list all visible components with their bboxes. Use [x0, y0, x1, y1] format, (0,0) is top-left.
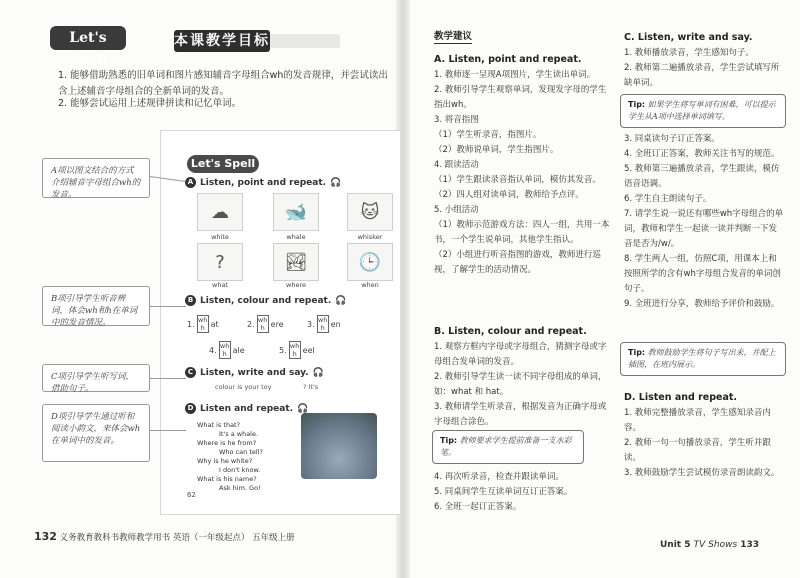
- step: （1）学生跟读录音指认单词，模仿其发音。: [434, 175, 601, 185]
- step: 8. 学生两人一组，仿照C项，用课本上和按照所学的含有wh字母组合发音的单词创句子。: [624, 254, 781, 294]
- step: 1. 教师完整播放录音，学生感知录音内容。: [624, 408, 771, 433]
- word-ending: en: [330, 319, 341, 329]
- step: 2. 教师引导学生读一读不同字母组成的单词，如：what 和 hat。: [434, 372, 607, 397]
- step: 4. 再次听录音，检查并跟读单词。: [434, 472, 564, 482]
- textbook-page: [160, 130, 400, 515]
- step: （2）小组进行听音指图的游戏，教师进行巡视，了解学生的活动情况。: [434, 250, 601, 275]
- book-lets-spell-title: Let's Spell: [187, 155, 259, 173]
- step: 9. 全班进行分享，教师给予评价和鼓励。: [624, 299, 780, 309]
- wh-item-1: [187, 315, 219, 333]
- wh-choice-box: wh h: [317, 316, 328, 332]
- section-c-steps-after: [624, 132, 784, 312]
- step: 3. 教师鼓励学生尝试模仿录音朗读韵文。: [624, 468, 780, 478]
- right-page-number: 133: [740, 540, 760, 550]
- picture-label: when: [361, 281, 379, 289]
- word-ending: eel: [302, 345, 315, 355]
- section-c-steps: [624, 46, 784, 91]
- section-label: Listen, colour and repeat.: [200, 295, 332, 306]
- section-letter: A: [185, 177, 196, 188]
- wh-choice-box: wh h: [257, 316, 268, 332]
- tip-display-sentences: [620, 342, 786, 376]
- left-footer: [34, 530, 295, 543]
- note-connector: [150, 306, 186, 307]
- picture-label: whisker: [357, 233, 383, 241]
- section-a-steps: [434, 68, 612, 278]
- note-d: D项引导学生通过听和阅读小韵文，来体会wh在单词中的发音。: [42, 404, 150, 462]
- right-footer: [660, 540, 759, 550]
- step: 2. 教师第二遍播放录音，学生尝试填写所缺单词。: [624, 63, 780, 88]
- section-b-heading: [185, 295, 346, 306]
- poem-line: Who can tell?: [219, 448, 263, 456]
- whale-illustration: [301, 413, 377, 479]
- step: 4. 跟读活动: [434, 160, 479, 170]
- write-sentence-2: ? It's: [303, 383, 319, 391]
- write-sentence-1: colour is your toy: [215, 383, 272, 391]
- word-ending: at: [210, 319, 219, 329]
- picture-label: where: [286, 281, 306, 289]
- step: 5. 教师第三遍播放录音，学生跟读，模仿语音语调。: [624, 164, 780, 189]
- word-ending: ere: [270, 319, 284, 329]
- picture-when: 🕒: [347, 243, 393, 281]
- title-decoration: [270, 34, 340, 48]
- picture-where: 🏞: [273, 243, 319, 281]
- step: 1. 教师播放录音，学生感知句子。: [624, 48, 754, 58]
- wh-choice-box: wh h: [219, 342, 230, 358]
- wh-choice-box: wh h: [289, 342, 300, 358]
- item-number: 1.: [187, 319, 195, 329]
- poem-line: It's a whale.: [219, 430, 259, 438]
- section-a-heading: [185, 177, 341, 188]
- section-label: Listen and repeat.: [200, 403, 294, 414]
- section-a-title: A. Listen, point and repeat.: [434, 54, 582, 65]
- section-label: Listen, write and say.: [200, 367, 309, 378]
- section-b-title: B. Listen, colour and repeat.: [434, 326, 587, 337]
- section-b-steps-after: [434, 470, 612, 515]
- section-d-title: D. Listen and repeat.: [624, 392, 738, 403]
- section-c-heading: [185, 367, 324, 378]
- step: 2. 教师一句一句播放录音，学生听并跟读。: [624, 438, 771, 463]
- step: （2）教师说单词，学生指图片。: [434, 145, 559, 155]
- step: （1）学生听录音，指图片。: [434, 130, 542, 140]
- wh-item-3: [307, 315, 341, 333]
- picture-whisker: 🐱: [347, 193, 393, 231]
- tip-label: Tip:: [628, 348, 646, 357]
- book-series-title: 义务教育教科书教师教学用书 英语（一年级起点） 五年级上册: [59, 533, 295, 543]
- step: 7. 请学生说一说还有哪些wh字母组合的单词，教师和学生一起读一读并判断一下发音是否为/w/。: [624, 209, 784, 249]
- step: 4. 全班订正答案，教师关注书写的规范。: [624, 149, 780, 159]
- note-connector: [150, 378, 186, 379]
- tip-watercolor: [432, 430, 584, 464]
- step: （1）教师示范游戏方法：四人一组，共用一本书，一个学生说单词，其他学生指认。: [434, 220, 610, 245]
- goal-1: 1. 能够借助熟悉的旧单词和图片感知辅音字母组合wh的发音规律，并尝试读出含上述辅音字母组合的全新单词的发音。: [58, 70, 388, 97]
- item-number: 3.: [307, 319, 315, 329]
- picture-label: white: [211, 233, 229, 241]
- picture-what: ?: [197, 243, 243, 281]
- step: 3. 将音指图: [434, 115, 479, 125]
- wh-item-2: [247, 315, 284, 333]
- note-b: B项引导学生听音辨词，体会wh和h在单词中的发音情况。: [42, 286, 150, 326]
- headphones-icon: 🎧: [335, 295, 347, 306]
- lets-spell-badge: Let's Spell: [50, 26, 126, 50]
- wh-choice-box: wh h: [197, 316, 208, 332]
- poem-line: What is that?: [197, 421, 241, 429]
- note-a: A项以图文结合的方式介绍辅音字母组合wh的发音。: [42, 158, 150, 198]
- chant-poem: [197, 421, 297, 493]
- note-connector: [150, 430, 186, 431]
- tip-text: 教师要求学生提前准备一支水彩笔。: [440, 436, 572, 457]
- step: 3. 同桌读句子订正答案。: [624, 134, 720, 144]
- poem-line: Where is he from?: [197, 439, 257, 447]
- teaching-goal-title: 本课教学目标: [174, 30, 270, 52]
- step: 2. 教师引导学生观察单词，发现发字母的学生指出wh。: [434, 85, 607, 110]
- unit-title: TV Shows: [693, 540, 738, 550]
- section-d-heading: [185, 403, 308, 414]
- tip-label: Tip:: [628, 100, 646, 109]
- section-letter: B: [185, 295, 196, 306]
- step: 6. 全班一起订正答案。: [434, 502, 522, 512]
- goal-2: 2. 能够尝试运用上述规律拼读和记忆单词。: [58, 98, 242, 109]
- poem-line: Ask him. Go!: [219, 484, 261, 492]
- picture-label: whale: [286, 233, 306, 241]
- section-letter: C: [185, 367, 196, 378]
- poem-line: I don't know.: [219, 466, 261, 474]
- teaching-suggestions-title: 教学建议: [434, 28, 472, 44]
- wh-item-4: [209, 341, 245, 359]
- poem-line: Why is he white?: [197, 457, 253, 465]
- step: 5. 同桌间学生互读单词互订正答案。: [434, 487, 573, 497]
- tip-text: 教师鼓励学生将句子写出来，并配上插图，在班内展示。: [628, 348, 776, 369]
- section-b-steps: [434, 340, 612, 430]
- tip-text: 如果学生将写单词有困难，可以提示学生从A项中选择单词填写。: [628, 100, 776, 121]
- step: 5. 小组活动: [434, 205, 479, 215]
- item-number: 4.: [209, 345, 217, 355]
- step: （2）四人组对读单词，教师给予点评。: [434, 190, 584, 200]
- step: 1. 观察方框内字母或字母组合，猜测字母或字母组合发单词的发音。: [434, 342, 607, 367]
- textbook-page-number: 62: [187, 491, 196, 499]
- tip-label: Tip:: [440, 436, 458, 445]
- word-ending: ale: [232, 345, 245, 355]
- picture-whale: 🐋: [273, 193, 319, 231]
- step: 3. 教师请学生听录音，根据发音为正确字母或字母组合涂色。: [434, 402, 607, 427]
- note-c: C项引导学生听写词，借助句子。: [42, 364, 150, 392]
- section-label: Listen, point and repeat.: [200, 177, 327, 188]
- picture-white: ☁: [197, 193, 243, 231]
- section-letter: D: [185, 403, 196, 414]
- section-d-steps: [624, 406, 784, 481]
- item-number: 5.: [279, 345, 287, 355]
- step: 1. 教师逐一呈现A项图片，学生读出单词。: [434, 70, 596, 80]
- wh-item-5: [279, 341, 315, 359]
- left-page-number: 132: [34, 530, 57, 543]
- section-c-title: C. Listen, write and say.: [624, 32, 753, 43]
- headphones-icon: 🎧: [330, 177, 342, 188]
- step: 6. 学生自主朗读句子。: [624, 194, 712, 204]
- item-number: 2.: [247, 319, 255, 329]
- poem-line: What is his name?: [197, 475, 257, 483]
- tip-fill-words: [620, 94, 786, 128]
- picture-label: what: [212, 281, 228, 289]
- unit-number: Unit 5: [660, 540, 691, 550]
- headphones-icon: 🎧: [312, 367, 324, 378]
- headphones-icon: 🎧: [297, 403, 309, 414]
